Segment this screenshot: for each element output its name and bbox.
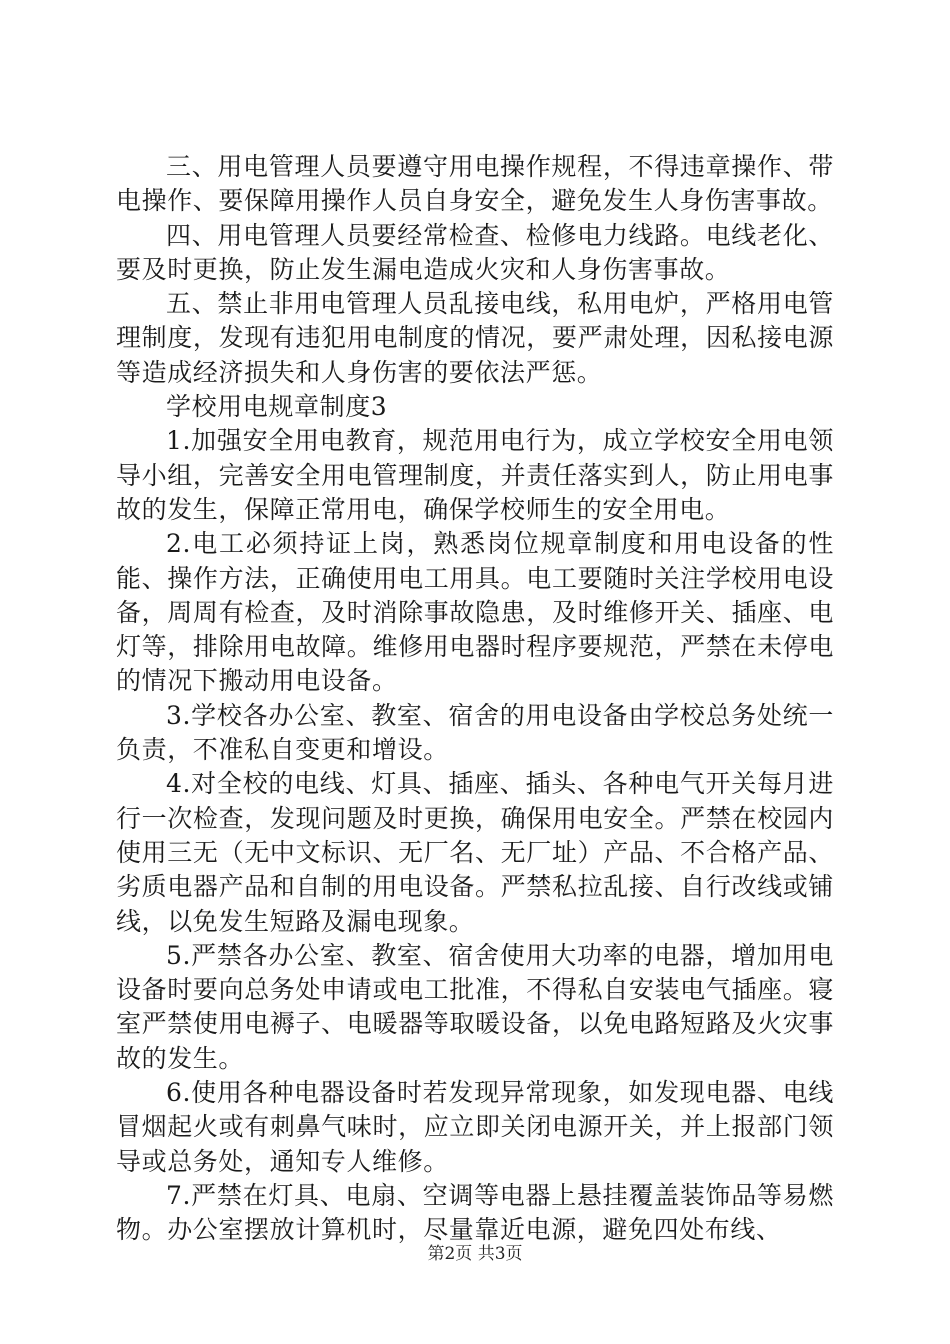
paragraph-3: 三、用电管理人员要遵守用电操作规程，不得违章操作、带电操作、要保障用操作人员自身安全，避免发生人身伤害事故。 [116,152,834,216]
rule-7: 7.严禁在灯具、电扇、空调等电器上悬挂覆盖装饰品等易燃物。办公室摆放计算机时，尽量靠近电源，避免四处布线、 [116,1180,834,1245]
paragraph-5: 五、禁止非用电管理人员乱接电线，私用电炉，严格用电管理制度，发现有违犯用电制度的情况，要严肃处理，因私接电源等造成经济损失和人身伤害的要依法严惩。 [116,289,834,387]
section-heading: 学校用电规章制度3 [166,392,388,422]
page-number-footer: 第2页 共3页 [427,1244,523,1264]
paragraph-4: 四、用电管理人员要经常检查、检修电力线路。电线老化、要及时更换，防止发生漏电造成火灾和人身伤害事故。 [116,220,834,284]
rule-3: 3.学校各办公室、教室、宿舍的用电设备由学校总务处统一负责，不准私自变更和增设。 [116,700,834,765]
rule-1: 1.加强安全用电教育，规范用电行为，成立学校安全用电领导小组，完善安全用电管理制度，并责任落实到人，防止用电事故的发生，保障正常用电，确保学校师生的安全用电。 [116,426,834,524]
rule-2: 2.电工必须持证上岗，熟悉岗位规章制度和用电设备的性能、操作方法，正确使用电工用具。电工要随时关注学校用电设备，周周有检查，及时消除事故隐患，及时维修开关、插座、电灯等，排除用电故障。维修用电器时程序要规范，严禁在未停电的情况下搬动用电设备。 [116,529,834,696]
document-body [116,150,834,1248]
rule-6: 6.使用各种电器设备时若发现异常现象，如发现电器、电线冒烟起火或有刺鼻气味时，应立即关闭电源开关，并上报部门领导或总务处，通知专人维修。 [116,1078,834,1176]
rule-5: 5.严禁各办公室、教室、宿舍使用大功率的电器，增加用电设备时要向总务处申请或电工批准，不得私自安装电气插座。寝室严禁使用电褥子、电暖器等取暖设备，以免电路短路及火灾事故的发生。 [116,940,834,1073]
rule-4: 4.对全校的电线、灯具、插座、插头、各种电气开关每月进行一次检查，发现问题及时更换，确保用电安全。严禁在校园内使用三无（无中文标识、无厂名、无厂址）产品、不合格产品、劣质电器产品和自制的用电设备。严禁私拉乱接、自行改线或铺线，以免发生短路及漏电现象。 [116,769,834,936]
